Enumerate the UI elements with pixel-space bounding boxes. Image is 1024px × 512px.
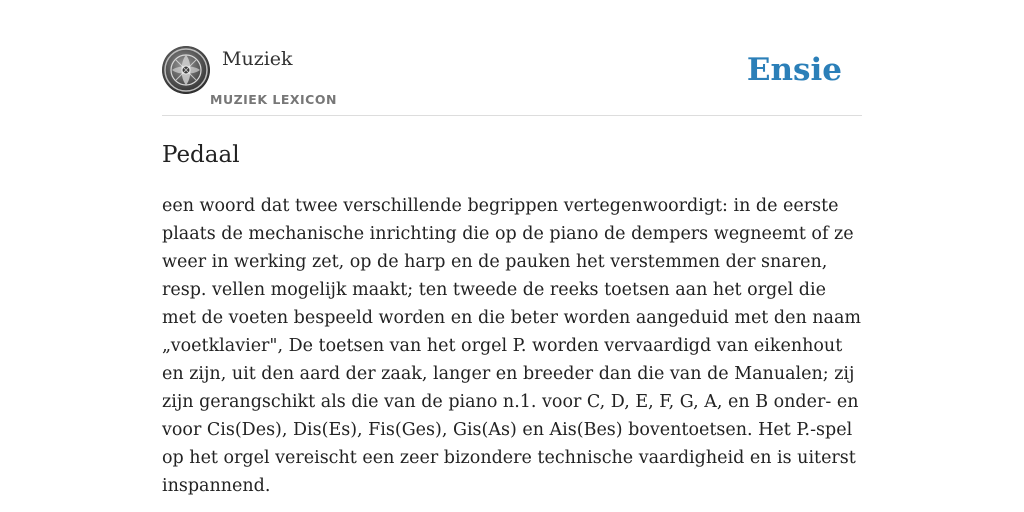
page-title: Pedaal [162, 142, 240, 168]
brand-logo[interactable]: Ensie [746, 52, 842, 88]
category-link[interactable]: Muziek [222, 48, 293, 70]
header-divider [162, 115, 862, 116]
lexicon-subtitle[interactable]: MUZIEK LEXICON [210, 92, 337, 107]
music-emblem-icon[interactable] [162, 46, 210, 94]
header [162, 46, 862, 116]
article-body: een woord dat twee verschillende begrippen vertegenwoordigt: in de eerste plaats de mechanische inrichting die op de piano de dempers wegneemt of ze weer in werking zet, op de harp en de pauken het verstemmen der snaren, resp. vellen mogelijk maakt; ten tweede de reeks toetsen aan het orgel die met de voeten bespeeld worden en die beter worden aangeduid met den naam „voetklavier", De toetsen van het orgel P. worden vervaardigd van eikenhout en zijn, uit den aard der zaak, langer en breeder dan die van de Manualen; zij zijn gerangschikt als die van de piano n.1. voor C, D, E, F, G, A, en B onder- en voor Cis(Des), Dis(Es), Fis(Ges), Gis(As) en Ais(Bes) boventoetsen. Het P.-spel op het orgel vereischt een zeer bizondere technische vaardigheid en is uiterst inspannend. [162, 196, 862, 496]
